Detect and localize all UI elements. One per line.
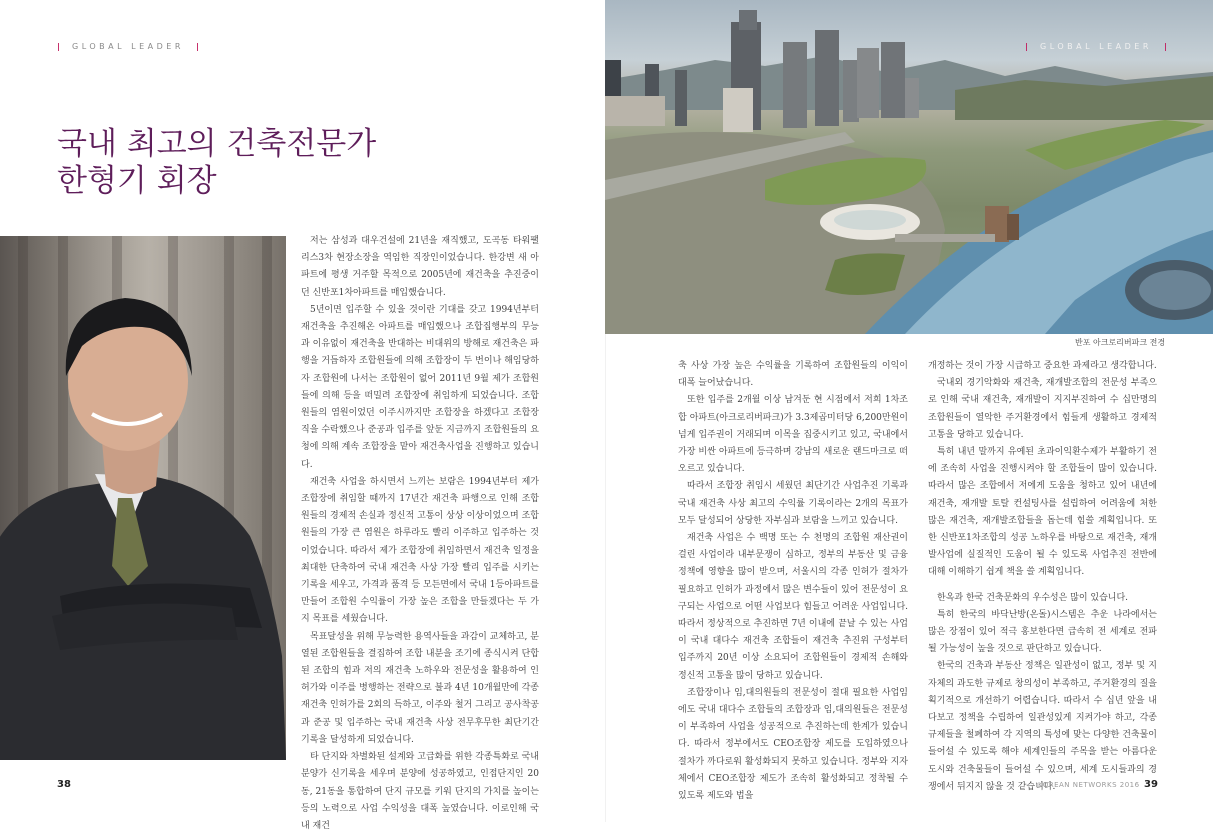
tag-text: GLOBAL LEADER — [1040, 42, 1152, 51]
running-footer: KOREAN NETWORKS 2016 — [1038, 781, 1140, 789]
paragraph: 한옥과 한국 건축문화의 우수성은 많이 있습니다. — [937, 592, 1129, 603]
tag-bar: | — [1164, 42, 1167, 51]
paragraph: 재건축 사업을 하시면서 느끼는 보람은 1994년부터 제가 조합장에 취임할 때까지 17년간 재건축 파행으로 인해 조합원들의 경제적 손실과 정신적 고통이 상상 이상이었으며 조합원들의 가장 큰 염원은 하루라도 빨리 이주하고 입주하는 것이었습니다. 따라서 제가 조합장에 취임하면서 재건축 일정을 최대한 단축하여 국내 재건축 사상 가장 빨리 입주를 시키는 기록을 세우고, 가격과 품격 등 모든면에서 국내 1등아파트를 만들어 조합원 수익률이 가장 높은 조합을 만들겠다는 두 가지 목표를 세웠습니다. — [301, 476, 539, 625]
section-tag-left — [57, 42, 199, 51]
paragraph: 한국의 건축과 부동산 정책은 일관성이 없고, 정부 및 지자체의 과도한 규제로 창의성이 부족하고, 주거환경의 질을 획기적으로 개선하기 어렵습니다. 따라서 수 십년 앞을 내다보고 정책을 수립하여 일관성있게 지켜가야 하고, 각종 규제들을 철폐하여 각 지역의 특성에 맞는 다양한 건축물이 들어설 수 있도록 해야 세계인들의 주목을 받는 아름다운 도시와 건축물들이 들어설 수 있으며, 세계 도시들과의 경쟁에서 뒤지지 않을 것 같습니다. — [928, 661, 1157, 792]
body-column-1 — [301, 233, 539, 835]
tag-text: GLOBAL LEADER — [72, 42, 184, 51]
tag-bar: | — [1025, 42, 1028, 51]
article-title — [57, 126, 376, 200]
paragraph: 또한 입주를 2개월 이상 남겨둔 현 시점에서 저희 1차조합 아파트(아크로리버파크)가 3.3제곱미터당 6,200만원이 넘게 입주권이 거래되며 이목을 집중시키고 있고, 국내에서 가장 비싼 아파트에 등극하며 강남의 새로운 랜드마크로 떠오르고 있습니다. — [678, 395, 908, 475]
paragraph: 특히 한국의 바닥난방(온돌)시스템은 추운 나라에서는 많은 장점이 있어 적극 홍보한다면 급속히 전 세계로 전파될 가능성이 높을 것으로 판단하고 있습니다. — [928, 609, 1157, 655]
page-number-right: 39 — [1144, 779, 1158, 790]
title-line-2: 한형기 회장 — [57, 163, 217, 199]
paragraph: 저는 삼성과 대우건설에 21년을 재직했고, 도곡동 타워팰리스3차 현장소장을 역임한 직장인이었습니다. 한강변 새 아파트에 평생 거주할 목적으로 2005년에 재건축을 추진중이던 신반포1차아파트를 매입했습니다. — [301, 236, 539, 298]
paragraph: 따라서 조합장 취임시 세웠던 최단기간 사업추진 기록과 국내 재건축 사상 최고의 수익률 기록이라는 2개의 목표가 모두 달성되어 상당한 자부심과 보람을 느끼고 있습니다. — [678, 481, 908, 526]
paragraph: 타 단지와 차별화된 설계와 고급화를 위한 각종특화로 국내 분양가 신기록을 세우며 분양에 성공하였고, 인접단지인 20동, 21동을 통합하여 단지 규모를 키워 단지의 가치를 높이는 등의 노력으로 사업 수익성을 대폭 높였습니다. 이로인해 국내 재건 — [301, 752, 539, 831]
photo-caption: 반포 아크로리버파크 전경 — [1075, 338, 1166, 347]
paragraph: 조합장이나 임,대의원들의 전문성이 절대 필요한 사업임에도 국내 대다수 조합들의 조합장과 임,대의원들은 전문성이 부족하여 사업을 성공적으로 추진하는데 한계가 있습니다. 따라서 정부에서도 CEO조합장 제도를 도입하였으나 절차가 까다로워 활성화되지 못하고 있습니다. 정부와 지자체에서 CEO조합장 제도가 조속히 활성화되고 정착될 수 있도록 제도와 법을 — [678, 687, 908, 802]
portrait-photo — [0, 236, 286, 760]
tag-bar: | — [57, 42, 60, 51]
paragraph: 특히 내년 말까지 유예된 초과이익환수제가 부활하기 전에 조속히 사업을 진행시켜야 할 조합들이 많이 있습니다. 따라서 많은 조합에서 저에게 도움을 청하고 있어 내년에 재건축, 재개발 토탈 컨설팅사를 설립하여 어려움에 처한 많은 재건축, 재개발조합들을 돕는데 힘쓸 계획입니다. 또한 신반포1차조합의 성공 노하우를 바탕으로 재건축, 재개발사업에 실질적인 도움이 될 수 있도록 사업추진 전반에 대해 이해하기 쉽게 책을 쓸 계획입니다. — [928, 447, 1157, 578]
body-column-2 — [678, 358, 908, 805]
paragraph: 국내외 경기악화와 재건축, 재개발조합의 전문성 부족으로 인해 국내 재건축, 재개발이 지지부진하여 수 십만명의 조합원들이 열악한 주거환경에서 힘들게 생활하고 경제적 고통을 당하고 있습니다. — [928, 378, 1157, 440]
section-tag-right — [1025, 42, 1167, 51]
paragraph: 5년이면 입주할 수 있을 것이란 기대를 갖고 1994년부터 재건축을 추진해온 아파트를 매입했으나 조합집행부의 무능과 이유없이 재건축을 반대하는 비대위의 방해로 재건축은 파행을 거듭하자 조합원들에 의해 조합장이 두 번이나 해임당하자 조합원에 나서는 조합원이 없어 2011년 9월 제가 조합원들에 의해 등을 떠밀려 조합장에 취임하게 되었습니다. 조합원들의 염원이었던 이주시까지만 조합장을 하겠다고 조합장직을 수락했으나 준공과 입주를 앞둔 지금까지 조합원들의 요청에 의해 계속 조합장을 맡아 재건축사업을 진행하고 있습니다. — [301, 304, 539, 470]
body-column-3 — [928, 358, 1157, 796]
tag-bar: | — [196, 42, 199, 51]
title-line-1: 국내 최고의 건축전문가 — [57, 126, 377, 162]
paragraph: 재건축 사업은 수 백명 또는 수 천명의 조합원 재산권이 걸린 사업이라 내부문쟁이 심하고, 정부의 부동산 및 금융정책에 영향을 많이 받으며, 서울시의 각종 인허가 절차가 필요하고 인허가 과정에서 많은 변수들이 있어 전문성이 요구되는 사업으로 어떤 사업보다 힘들고 어려운 사업입니다. 따라서 정상적으로 추진하면 7년 이내에 끝날 수 있는 사업이 국내 대다수 재건축 조합들이 재건축 추진위 구성부터 입주까지 20년 이상 소요되어 조합원들이 경제적 손해와 정신적 고통을 많이 당하고 있습니다. — [678, 533, 908, 681]
paragraph: 축 사상 가장 높은 수익률을 기록하여 조합원들의 이익이 대폭 늘어났습니다. — [678, 361, 908, 389]
paragraph: 개정하는 것이 가장 시급하고 중요한 과제라고 생각합니다. — [928, 361, 1157, 371]
page-number-left: 38 — [57, 779, 71, 790]
paragraph: 목표달성을 위해 무능력한 용역사들을 과감이 교체하고, 분열된 조합원들을 결집하여 조합 내분을 조기에 종식시켜 단합된 조합의 힘과 저의 재건축 노하우와 전문성을 활용하여 인허가와 이주를 병행하는 전략으로 불과 4년 10개월만에 각종 재건축 인허가를 2회의 득하고, 이주와 철거 그리고 공사착공과 준공 및 입주하는 국내 재건축 사상 전무후무한 최단기간 기록을 달성하게 되었습니다. — [301, 631, 539, 745]
